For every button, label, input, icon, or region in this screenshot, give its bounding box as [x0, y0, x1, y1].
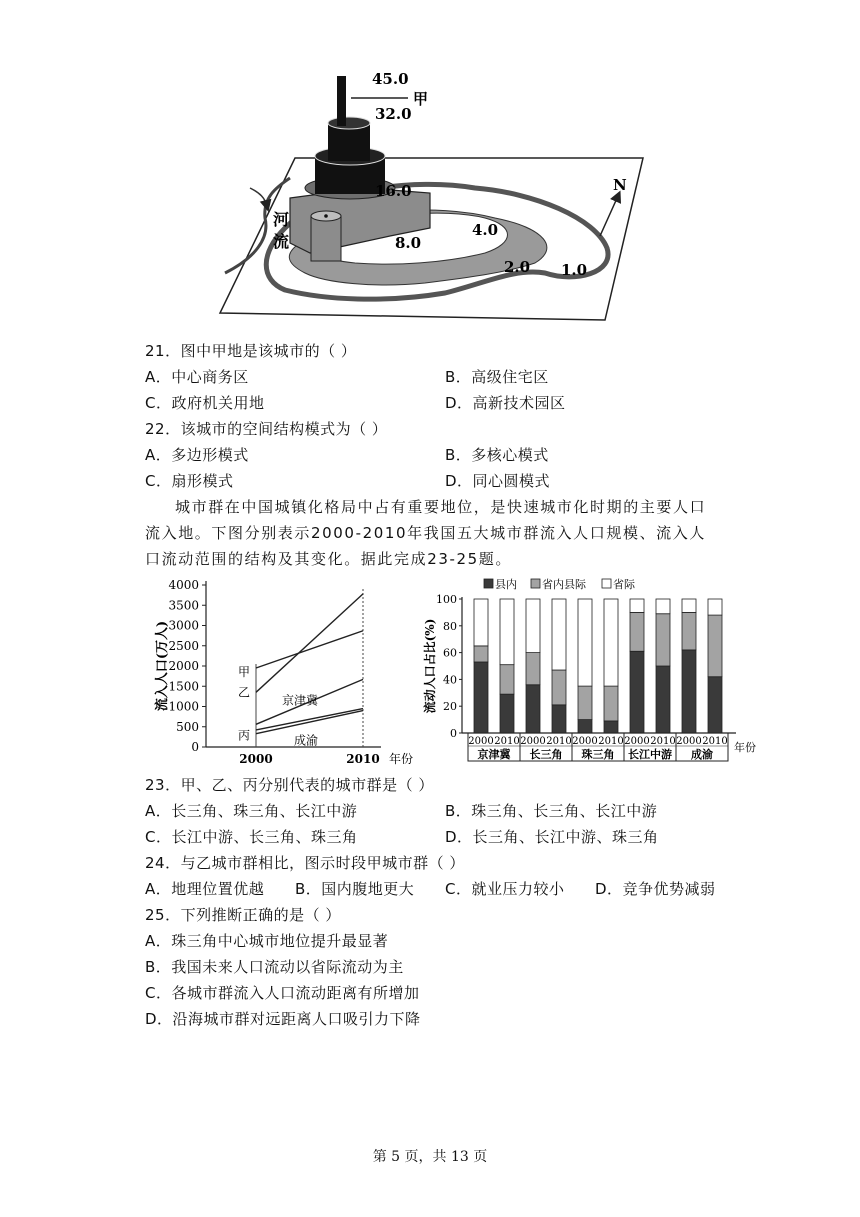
- label-4: 4.0: [472, 221, 499, 239]
- passage-text: 城市群在中国城镇化格局中占有重要地位，是快速城市化时期的主要人口流入地。下图分别表示2000-2010年我国五大城市群流入人口规模、流入人口流动范围的结构及其变化。据此完成23-25题。: [145, 498, 707, 568]
- bar-y-tick-label: 0: [450, 727, 457, 740]
- y-axis-title: 流入人口(万人): [155, 620, 170, 712]
- bar-省际-3: [552, 599, 566, 670]
- group-label-珠三角: 珠三角: [581, 748, 615, 761]
- label-river-2: 流: [273, 232, 290, 251]
- q23-option-b[interactable]: B．珠三角、长三角、长江中游: [445, 802, 658, 820]
- q24-option-a[interactable]: A．地理位置优越: [145, 880, 265, 898]
- series-line-甲: [256, 631, 363, 668]
- bar-省内县际-9: [708, 615, 722, 677]
- y-tick-label: 2000: [168, 659, 199, 673]
- q22-option-b[interactable]: B．多核心模式: [445, 446, 549, 464]
- label-jia: 甲: [413, 90, 429, 108]
- q24-option-c[interactable]: C．就业压力较小: [445, 880, 565, 898]
- q22-option-c[interactable]: C．扇形模式: [145, 472, 234, 490]
- legend-swatch-省内县际: [531, 579, 540, 588]
- group-label-长三角: 长三角: [529, 748, 563, 761]
- bar-year-label: 2000: [520, 736, 546, 747]
- bar-省内县际-8: [682, 612, 696, 650]
- group-label-成渝: 成渝: [691, 748, 713, 761]
- series-label-甲: 甲: [238, 665, 251, 680]
- q21-stem: 21．图中甲地是该城市的（ ）: [145, 342, 357, 360]
- bar-省内县际-5: [604, 686, 618, 721]
- tower-spire: [337, 76, 346, 126]
- y-tick-label: 1000: [168, 699, 199, 714]
- bar-县内-5: [604, 721, 618, 733]
- bar-year-label: 2000: [624, 736, 650, 747]
- bar-y-axis-title: 流动人口占比(%): [423, 618, 437, 714]
- bar-year-label: 2010: [598, 736, 624, 747]
- label-16: 16.0: [375, 182, 412, 200]
- bar-省内县际-7: [656, 614, 670, 666]
- bar-省际-4: [578, 599, 592, 686]
- bar-县内-4: [578, 720, 592, 733]
- legend-swatch-县内: [484, 579, 493, 588]
- series-line-乙: [256, 594, 363, 692]
- bar-县内-9: [708, 677, 722, 733]
- y-tick-label: 3000: [168, 618, 199, 633]
- bar-year-label: 2010: [494, 736, 520, 747]
- bar-省际-1: [500, 599, 514, 665]
- bar-y-tick-label: 100: [436, 593, 457, 606]
- bar-y-tick-label: 20: [443, 700, 457, 714]
- legend-label-省际: 省际: [613, 578, 635, 591]
- q25-option-b[interactable]: B．我国未来人口流动以省际流动为主: [145, 958, 404, 976]
- q22-option-a[interactable]: A．多边形模式: [145, 446, 249, 464]
- bar-县内-1: [500, 694, 514, 733]
- legend-swatch-省际: [602, 579, 611, 588]
- q24-option-b[interactable]: B．国内腹地更大: [295, 880, 415, 898]
- y-tick-label: 1500: [168, 679, 199, 694]
- bar-县内-6: [630, 651, 644, 733]
- bar-year-label: 2010: [702, 736, 728, 747]
- bar-y-tick-label: 60: [443, 646, 457, 660]
- bar-省际-5: [604, 599, 618, 686]
- series-label-丙: 丙: [238, 728, 251, 743]
- q24-stem: 24．与乙城市群相比，图示时段甲城市群（ ）: [145, 854, 465, 872]
- series-label-京津冀: 京津冀: [282, 693, 319, 708]
- y-tick-label: 4000: [168, 578, 199, 592]
- bar-省际-2: [526, 599, 540, 653]
- bar-县内-0: [474, 662, 488, 733]
- bar-year-label: 2000: [676, 736, 702, 747]
- y-tick-label: 3500: [168, 598, 199, 613]
- q25-option-a[interactable]: A．珠三角中心城市地位提升最显著: [145, 932, 389, 950]
- bar-省际-8: [682, 599, 696, 612]
- bar-year-label: 2000: [468, 736, 494, 747]
- q21-option-d[interactable]: D．高新技术园区: [445, 394, 566, 412]
- series-label-乙: 乙: [238, 685, 251, 700]
- q23-option-d[interactable]: D．长三角、长江中游、珠三角: [445, 828, 659, 846]
- group-label-京津冀: 京津冀: [477, 748, 511, 761]
- bar-year-label: 2000: [572, 736, 598, 747]
- legend-label-县内: 县内: [495, 578, 517, 591]
- bar-县内-3: [552, 705, 566, 733]
- bar-省际-0: [474, 599, 488, 646]
- x-tick-label: 2000: [239, 752, 273, 766]
- q21-option-a[interactable]: A．中心商务区: [145, 368, 249, 386]
- inflow-line-chart: [150, 575, 420, 770]
- y-tick-label: 2500: [168, 638, 199, 653]
- q21-option-c[interactable]: C．政府机关用地: [145, 394, 265, 412]
- q22-stem: 22．该城市的空间结构模式为（ ）: [145, 420, 388, 438]
- bar-y-tick-label: 80: [443, 619, 457, 633]
- legend-label-省内县际: 省内县际: [542, 578, 586, 591]
- label-1: 1.0: [561, 261, 588, 279]
- bar-省内县际-2: [526, 653, 540, 685]
- bar-省内县际-4: [578, 686, 592, 720]
- bar-省内县际-3: [552, 670, 566, 705]
- bar-省内县际-6: [630, 612, 644, 651]
- bar-县内-7: [656, 666, 670, 733]
- bar-y-tick-label: 40: [443, 673, 457, 687]
- series-label-成渝: 成渝: [294, 733, 319, 748]
- city-land-price-map: [215, 68, 645, 323]
- y-tick-label: 500: [176, 719, 199, 734]
- bar-x-axis-title: 年份: [734, 741, 756, 754]
- label-north: N: [613, 176, 627, 194]
- q21-option-b[interactable]: B．高级住宅区: [445, 368, 549, 386]
- q25-option-c[interactable]: C．各城市群流入人口流动距离有所增加: [145, 984, 420, 1002]
- bar-省内县际-0: [474, 646, 488, 662]
- q24-option-d[interactable]: D．竞争优势减弱: [595, 880, 716, 898]
- series-line-成渝: [256, 711, 363, 734]
- y-tick-label: 0: [191, 740, 199, 754]
- q25-option-d[interactable]: D．沿海城市群对远距离人口吸引力下降: [145, 1010, 421, 1028]
- q23-option-c[interactable]: C．长江中游、长三角、珠三角: [145, 828, 358, 846]
- bar-year-label: 2010: [650, 736, 676, 747]
- bar-县内-2: [526, 685, 540, 733]
- series-line-丙: [256, 709, 363, 730]
- bar-省内县际-1: [500, 665, 514, 694]
- bar-省际-7: [656, 599, 670, 614]
- label-river-1: 河: [273, 210, 290, 229]
- page-footer: 第 5 页，共 13 页: [372, 1149, 488, 1165]
- flow-structure-bar-chart: [420, 575, 760, 770]
- q22-option-d[interactable]: D．同心圆模式: [445, 472, 551, 490]
- bar-县内-8: [682, 650, 696, 733]
- group-label-长江中游: 长江中游: [628, 748, 672, 761]
- bar-省际-9: [708, 599, 722, 615]
- bar-year-label: 2010: [546, 736, 572, 747]
- bar-省际-6: [630, 599, 644, 612]
- x-tick-label: 2010: [346, 752, 380, 766]
- q23-stem: 23．甲、乙、丙分别代表的城市群是（ ）: [145, 776, 434, 794]
- label-32: 32.0: [375, 105, 412, 123]
- x-axis-title: 年份: [389, 752, 414, 766]
- label-45: 45.0: [372, 70, 409, 88]
- label-8: 8.0: [395, 234, 422, 252]
- q23-option-a[interactable]: A．长三角、珠三角、长江中游: [145, 802, 358, 820]
- label-2: 2.0: [504, 258, 531, 276]
- q25-stem: 25．下列推断正确的是（ ）: [145, 906, 341, 924]
